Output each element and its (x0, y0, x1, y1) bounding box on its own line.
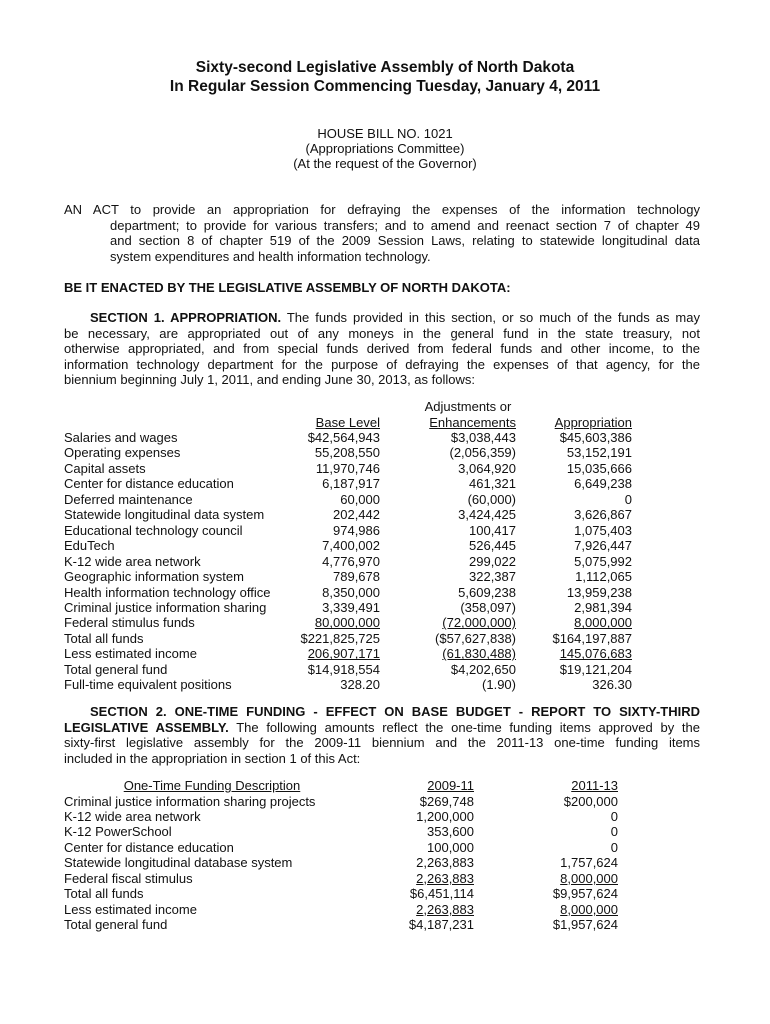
table-row (0, 430, 770, 446)
section-2-line: sixty-first legislative assembly for the 2009-11 biennium and the 2011-13 one-time funding items (64, 735, 700, 750)
enacting-clause: BE IT ENACTED BY THE LEGISLATIVE ASSEMBLY OF NORTH DAKOTA: (64, 280, 511, 295)
row-label: Operating expenses (64, 445, 181, 461)
row-label: K-12 PowerSchool (64, 824, 172, 840)
row-label: Health information technology office (64, 584, 271, 600)
row-base-level: 11,970,746 (315, 460, 380, 476)
table-row (0, 476, 770, 492)
row-label: Federal stimulus funds (64, 615, 195, 631)
col-header-base-level: Base Level (315, 414, 380, 430)
row-base-level: $221,825,725 (300, 630, 380, 646)
row-base-level: 80,000,000 (314, 615, 380, 631)
table-row (0, 492, 770, 508)
row-label: Total all funds (64, 886, 144, 902)
request-note: (At the request of the Governor) (293, 156, 477, 171)
row-base-level: 4,776,970 (322, 553, 380, 569)
bill-number: HOUSE BILL NO. 1021 (317, 126, 453, 141)
row-2009-11: $6,451,114 (409, 886, 474, 902)
table-row (0, 585, 770, 601)
row-appropriation: 8,000,000 (574, 615, 632, 631)
act-paragraph-cont (110, 218, 700, 265)
row-appropriation: 1,075,403 (574, 522, 632, 538)
row-adjustments: 461,321 (469, 476, 516, 492)
row-base-level: 202,442 (333, 507, 380, 523)
row-base-level: 7,400,002 (322, 538, 380, 554)
act-line: and section 8 of chapter 519 of the 2009 Session Laws, relating to statewide longitudinal data (110, 233, 700, 248)
table-row (0, 615, 770, 631)
row-2011-13: 8,000,000 (560, 901, 618, 917)
row-appropriation: $164,197,887 (552, 630, 632, 646)
table-row (0, 662, 770, 678)
table-row (0, 794, 770, 810)
table-row (0, 824, 770, 840)
section-2-line (64, 720, 700, 736)
table-header-row (0, 778, 770, 794)
row-appropriation: 326.30 (592, 677, 632, 693)
table-row (0, 600, 770, 616)
row-appropriation: $45,603,386 (559, 430, 632, 445)
section-2-heading-line-1: SECTION 2. ONE-TIME FUNDING - EFFECT ON BASE BUDGET - REPORT TO SIXTY-THIRD (90, 704, 700, 719)
row-base-level: 60,000 (340, 491, 380, 507)
row-adjustments: $4,202,650 (450, 661, 516, 677)
row-label: Center for distance education (64, 476, 234, 492)
table-row (0, 445, 770, 461)
row-appropriation: 3,626,867 (574, 507, 632, 523)
table-row (0, 646, 770, 662)
row-label: Total all funds (64, 630, 144, 646)
act-line: department; to provide for various transfers; and to amend and reenact section 7 of chapter 49 (110, 217, 700, 233)
col-header-enhancements: Enhancements (429, 414, 516, 430)
section-2-line: included in the appropriation in section 1 of this Act: (64, 750, 361, 766)
row-base-level: 974,986 (333, 522, 380, 538)
title-line-1: Sixty-second Legislative Assembly of North Dakota (195, 59, 575, 76)
table-row (0, 917, 770, 933)
row-label: Less estimated income (64, 901, 197, 917)
row-2011-13: $200,000 (563, 793, 618, 809)
row-adjustments: 100,417 (469, 522, 516, 538)
row-label: Center for distance education (64, 839, 234, 855)
row-label: Criminal justice information sharing projects (64, 793, 316, 809)
row-base-level: 8,350,000 (322, 584, 380, 600)
row-label: K-12 wide area network (64, 809, 201, 824)
section-1-line-text: The funds provided in this section, or so much of the funds as may (281, 310, 700, 325)
col-header-description: One-Time Funding Description (123, 778, 301, 793)
row-appropriation: 7,926,447 (574, 538, 632, 554)
row-base-level: 328.20 (340, 677, 380, 693)
row-adjustments: 526,445 (469, 538, 516, 554)
row-appropriation: 145,076,683 (559, 646, 632, 662)
row-adjustments: (61,830,488) (442, 646, 516, 662)
row-2009-11: $269,748 (419, 793, 474, 809)
row-label: Deferred maintenance (64, 491, 193, 507)
row-adjustments: ($57,627,838) (435, 630, 516, 646)
row-appropriation: 5,075,992 (574, 553, 632, 569)
row-adjustments: (358,097) (460, 600, 516, 615)
act-paragraph (64, 202, 700, 218)
row-label: EduTech (64, 538, 115, 554)
row-adjustments: (60,000) (467, 491, 516, 507)
row-label: Total general fund (64, 917, 168, 933)
row-label: Federal fiscal stimulus (64, 870, 193, 886)
row-label: Salaries and wages (64, 430, 178, 445)
row-label: K-12 wide area network (64, 553, 201, 569)
row-appropriation: $19,121,204 (559, 661, 632, 677)
act-line: system expenditures and health information technology. (110, 248, 431, 264)
row-2009-11: 2,263,883 (416, 901, 474, 917)
table-row (0, 507, 770, 523)
col-header-2009-11: 2009-11 (427, 778, 474, 793)
row-appropriation: 15,035,666 (566, 460, 632, 476)
row-appropriation: 1,112,065 (575, 569, 632, 584)
section-1-line: biennium beginning July 1, 2011, and ending June 30, 2013, as follows: (64, 372, 475, 387)
table-header-row-2 (0, 415, 770, 431)
row-2011-13: $1,957,624 (552, 917, 618, 933)
row-2011-13: 1,757,624 (560, 855, 618, 871)
row-label: Capital assets (64, 460, 146, 476)
row-base-level: 789,678 (333, 569, 380, 584)
table-row (0, 677, 770, 693)
row-2011-13: 0 (610, 839, 618, 855)
row-label: Statewide longitudinal data system (64, 507, 265, 523)
row-adjustments: (72,000,000) (442, 615, 516, 631)
table-row (0, 871, 770, 887)
row-adjustments: 3,424,425 (458, 507, 516, 523)
row-2009-11: 2,263,883 (416, 855, 474, 871)
row-label: Full-time equivalent positions (64, 677, 232, 693)
row-base-level: 206,907,171 (307, 646, 380, 662)
row-2009-11: 1,200,000 (416, 809, 474, 824)
row-adjustments: 5,609,238 (458, 584, 516, 600)
table-row (0, 554, 770, 570)
row-adjustments: 322,387 (469, 569, 516, 584)
section-1-line: otherwise appropriated, and from special funds derived from federal funds and other income, to the (64, 341, 700, 356)
title-line-2: In Regular Session Commencing Tuesday, January 4, 2011 (169, 78, 601, 95)
row-base-level: $42,564,943 (307, 430, 380, 445)
section-1-line: be necessary, are appropriated out of any moneys in the general fund in the state treasury, not (64, 325, 700, 341)
row-2011-13: 8,000,000 (560, 870, 618, 886)
row-label: Statewide longitudinal database system (64, 855, 293, 871)
row-base-level: 3,339,491 (322, 600, 380, 615)
table-row (0, 855, 770, 871)
row-2011-13: 0 (610, 809, 618, 824)
row-label: Less estimated income (64, 646, 197, 662)
row-base-level: 55,208,550 (314, 445, 380, 461)
col-header-adjustments-1: Adjustments or (424, 399, 512, 414)
row-label: Geographic information system (64, 569, 244, 584)
row-2011-13: 0 (610, 824, 618, 840)
row-2009-11: 100,000 (427, 839, 474, 855)
row-2009-11: $4,187,231 (408, 917, 474, 933)
section-1-line (64, 310, 700, 326)
table-row (0, 809, 770, 825)
committee: (Appropriations Committee) (305, 141, 465, 156)
row-appropriation: 13,959,238 (566, 584, 632, 600)
row-label: Criminal justice information sharing (64, 600, 267, 615)
table-row (0, 886, 770, 902)
act-line: AN ACT to provide an appropriation for defraying the expenses of the information technology (64, 202, 700, 217)
row-label: Total general fund (64, 661, 168, 677)
row-2009-11: 2,263,883 (416, 870, 474, 886)
row-base-level: $14,918,554 (307, 661, 380, 677)
table-row (0, 569, 770, 585)
section-2-heading-line-2: LEGISLATIVE ASSEMBLY. (64, 719, 229, 735)
table-row (0, 538, 770, 554)
row-label: Educational technology council (64, 522, 243, 538)
table-row (0, 840, 770, 856)
row-2011-13: $9,957,624 (552, 886, 618, 902)
table-header-row-1 (0, 399, 770, 415)
row-base-level: 6,187,917 (322, 476, 380, 492)
table-row (0, 902, 770, 918)
row-appropriation: 2,981,394 (574, 600, 632, 615)
section-2-paragraph (64, 704, 700, 766)
row-appropriation: 0 (624, 491, 632, 507)
row-adjustments: $3,038,443 (450, 430, 516, 445)
section-1-line: information technology department for the purpose of defraying the expenses of that agency, for the (64, 356, 700, 372)
section-2-line-text: The following amounts reflect the one-time funding items approved by the (228, 719, 700, 735)
section-1-paragraph (64, 310, 700, 388)
row-adjustments: 299,022 (469, 553, 516, 569)
row-adjustments: (2,056,359) (449, 445, 516, 461)
table-row (0, 461, 770, 477)
row-adjustments: 3,064,920 (458, 460, 516, 476)
row-2009-11: 353,600 (427, 824, 474, 840)
table-row (0, 631, 770, 647)
row-appropriation: 6,649,238 (574, 476, 632, 492)
table-row (0, 523, 770, 539)
col-header-appropriation: Appropriation (554, 414, 632, 430)
row-appropriation: 53,152,191 (566, 445, 632, 461)
row-adjustments: (1.90) (482, 677, 516, 693)
section-1-heading: SECTION 1. APPROPRIATION. (90, 310, 282, 325)
col-header-2011-13: 2011-13 (571, 778, 618, 793)
